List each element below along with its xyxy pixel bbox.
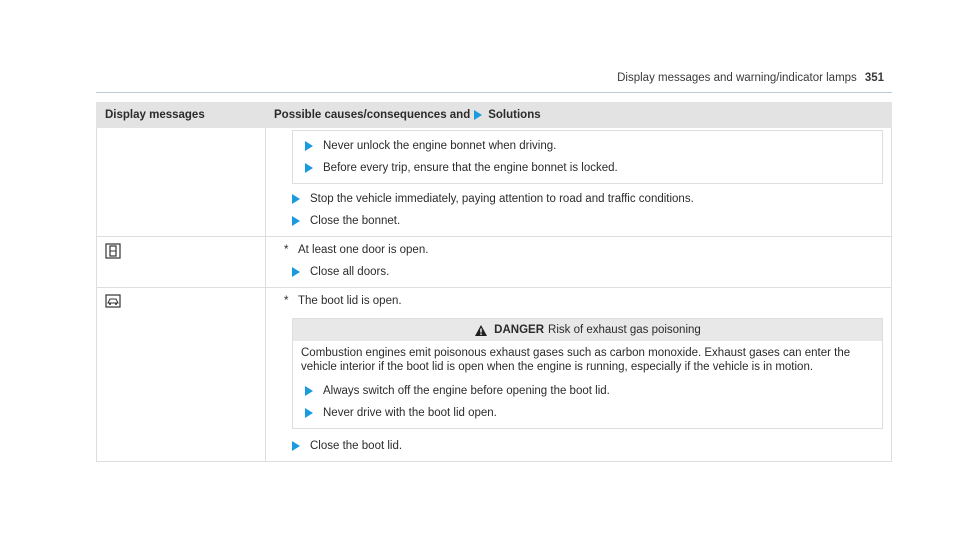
danger-header [293,319,882,341]
list-item-text: Never drive with the boot lid open. [323,407,497,419]
cause-text [284,290,891,312]
table-row [97,237,892,288]
list-item [293,135,882,157]
list-item [284,261,891,283]
list-item-text: Never unlock the engine bonnet when driving. [323,140,557,152]
arrow-icon [292,441,300,451]
running-head [617,72,884,84]
row3-display-cell [97,288,266,462]
arrow-icon [305,408,313,418]
page-number: 351 [864,72,884,84]
cause-text-label: At least one door is open. [298,244,429,256]
header-divider [96,92,892,93]
bonnet-note-box [292,130,883,184]
arrow-icon [292,267,300,277]
list-item-text: Close all doors. [310,266,390,278]
list-item [292,435,891,457]
row1-display-cell [97,128,266,237]
door-open-icon [105,243,121,259]
running-head-title: Display messages and warning/indicator lamps [617,72,857,84]
row3-cause-cell [266,288,892,462]
list-item [292,188,891,210]
row1-cause-cell [266,128,892,237]
cause-text [284,239,891,261]
table-header-row [97,103,892,128]
footnote-marker: * [284,244,289,256]
col-header-causes-label: Possible causes/consequences and [274,109,471,121]
list-item-text: Stop the vehicle immediately, paying attention to road and traffic conditions. [310,193,694,205]
list-item-text: Always switch off the engine before opening the boot lid. [323,385,610,397]
cause-text-label: The boot lid is open. [298,295,402,307]
danger-label: DANGER [494,324,545,336]
list-item-text: Close the bonnet. [310,215,401,227]
arrow-icon [474,110,482,120]
arrow-icon [305,386,313,396]
danger-title: Risk of exhaust gas poisoning [548,324,701,336]
arrow-icon [292,194,300,204]
arrow-icon [305,163,313,173]
boot-open-icon [105,294,121,308]
table-row [97,128,892,237]
col-header-causes [266,103,892,128]
col-header-solutions-label: Solutions [488,109,541,121]
list-item-text: Before every trip, ensure that the engine bonnet is locked. [323,162,618,174]
list-item [292,210,891,232]
list-item [293,380,882,402]
table-row [97,288,892,462]
row2-display-cell [97,237,266,288]
col-header-display-messages: Display messages [97,103,266,128]
arrow-icon [305,141,313,151]
danger-box [292,318,883,429]
row2-cause-cell [266,237,892,288]
list-item-text: Close the boot lid. [310,440,403,452]
warning-triangle-icon [474,324,488,337]
list-item [293,157,882,179]
footnote-marker: * [284,295,289,307]
list-item [293,402,882,424]
arrow-icon [292,216,300,226]
danger-text: Combustion engines emit poisonous exhaust gases such as carbon monoxide. Exhaust gases can enter the vehicle interior if the boot lid is open when the engine is running, especially if the vehicle is in motion. [301,347,851,373]
display-messages-table [96,102,892,462]
